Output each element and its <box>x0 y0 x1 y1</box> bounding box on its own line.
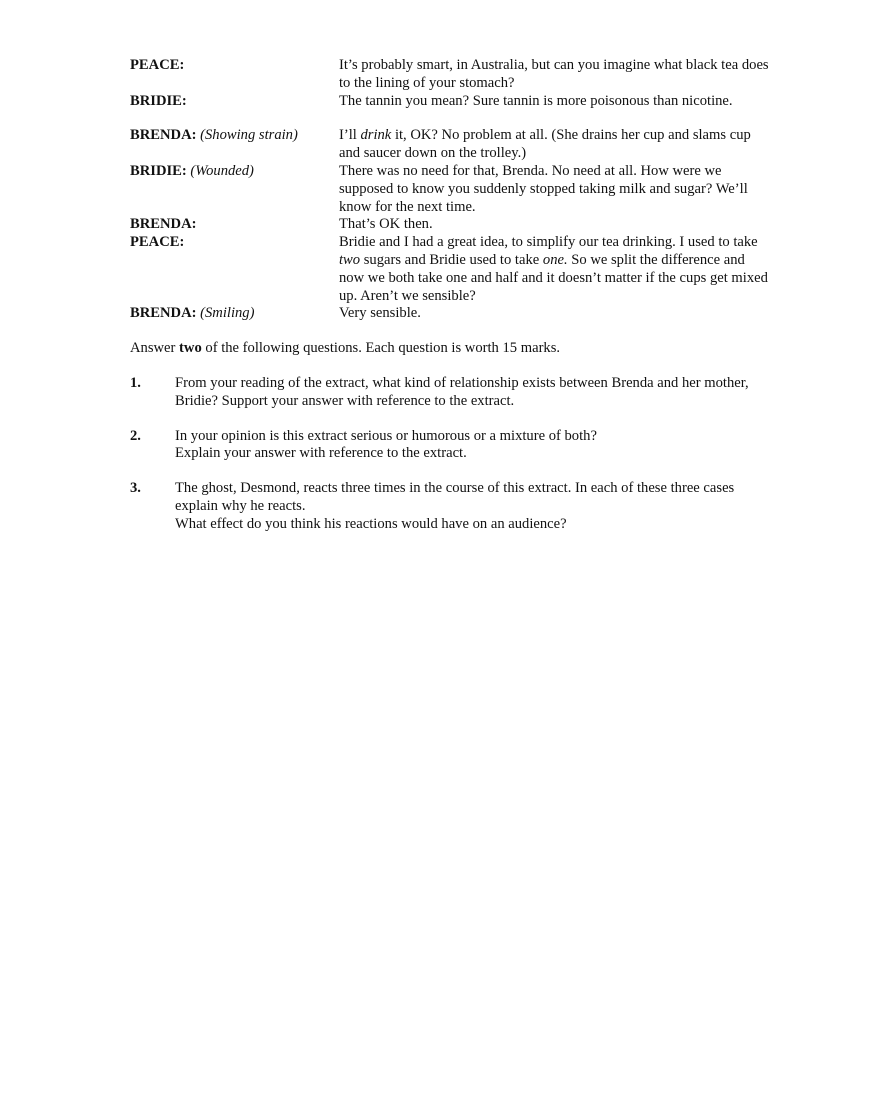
question-line: What effect do you think his reactions would have on an audience? <box>175 515 567 532</box>
speaker-cell <box>130 305 339 323</box>
speech-segment: It’s probably smart, in Australia, but can you imagine what black tea does to the lining of your stomach? <box>339 57 769 91</box>
question-instructions <box>130 340 770 358</box>
speech-emphasis: one. <box>542 251 568 268</box>
instructions-emphasis: two <box>179 340 202 357</box>
speech-emphasis: drink <box>360 127 392 144</box>
speaker-name: BRENDA: <box>130 127 197 144</box>
speech-text <box>339 163 770 216</box>
stage-direction: (Wounded) <box>190 162 254 179</box>
speech-segment: That’s OK then. <box>339 216 433 233</box>
question-text <box>175 480 770 533</box>
speech-text <box>339 57 770 93</box>
stage-direction: (Smiling) <box>200 305 255 322</box>
speech-segment: I’ll <box>339 127 361 144</box>
question-line: The ghost, Desmond, reacts three times in the course of this extract. In each of these three cases explain why he reacts. <box>175 480 735 514</box>
instructions-text: Answer <box>130 340 180 357</box>
dialogue-line <box>130 57 770 93</box>
dialogue-line <box>130 163 770 216</box>
speech-segment: Bridie and I had a great idea, to simplify our tea drinking. I used to take <box>339 234 758 251</box>
question-number: 2. <box>130 427 141 444</box>
speaker-name: PEACE: <box>130 57 185 73</box>
question-item <box>130 375 770 411</box>
speaker-name: BRENDA: <box>130 305 197 322</box>
speech-segment: it, OK? No problem at all. (She drains her cup and slams cup and saucer down on the trolley.) <box>339 127 751 162</box>
speaker-cell <box>130 234 339 252</box>
speaker-cell <box>130 216 339 234</box>
question-number: 3. <box>130 480 141 497</box>
question-number: 1. <box>130 374 141 391</box>
speaker-cell <box>130 93 339 111</box>
question-line: In your opinion is this extract serious or humorous or a mixture of both? <box>175 427 597 444</box>
speech-text <box>339 93 770 111</box>
question-line: Explain your answer with reference to the extract. <box>175 445 467 462</box>
speech-emphasis: two <box>339 251 361 268</box>
speech-text <box>339 216 770 234</box>
speaker-cell <box>130 163 339 181</box>
exam-page <box>130 57 770 534</box>
speaker-cell <box>130 127 339 145</box>
speech-text <box>339 127 770 163</box>
dialogue-line <box>130 127 770 163</box>
dialogue-line <box>130 93 770 111</box>
dialogue-line <box>130 216 770 234</box>
speech-segment: The tannin you mean? Sure tannin is more poisonous than nicotine. <box>339 92 733 109</box>
speaker-cell <box>130 57 339 75</box>
dialogue-line <box>130 305 770 323</box>
speech-segment: There was no need for that, Brenda. No need at all. How were we supposed to know you suddenly stopped taking milk and sugar? We’ll know for the next time. <box>339 162 748 215</box>
play-extract <box>130 57 770 323</box>
speech-segment: sugars and Bridie used to take <box>360 251 543 268</box>
question-line: From your reading of the extract, what kind of relationship exists between Brenda and her mother, Bridie? Support your answer with reference to the extract. <box>175 374 749 409</box>
speaker-name: BRIDIE: <box>130 162 187 179</box>
question-text <box>175 428 770 464</box>
speaker-name: BRIDIE: <box>130 92 187 109</box>
speech-text <box>339 305 770 323</box>
speaker-name: PEACE: <box>130 234 185 251</box>
question-item <box>130 428 770 464</box>
stage-direction: (Showing strain) <box>200 127 298 144</box>
speaker-name: BRENDA: <box>130 216 197 233</box>
dialogue-gap <box>130 110 770 127</box>
dialogue-line <box>130 234 770 305</box>
question-text <box>175 375 770 411</box>
instructions-text: of the following questions. Each question is worth 15 marks. <box>201 340 561 357</box>
speech-segment: So we split the difference and now we both take one and half and it doesn’t matter if the cups get mixed up. Aren’t we sensible? <box>339 251 768 304</box>
speech-text <box>339 234 770 305</box>
speech-segment: Very sensible. <box>339 305 421 322</box>
question-item <box>130 480 770 533</box>
